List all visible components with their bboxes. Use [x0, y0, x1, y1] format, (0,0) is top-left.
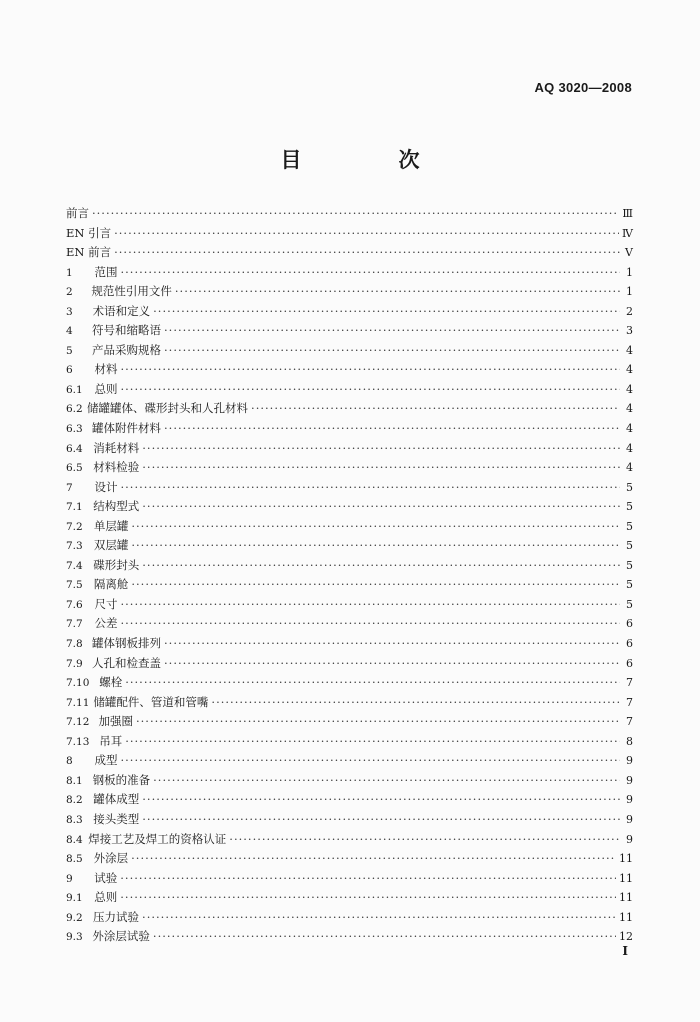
toc-entry-number: 9.1: [66, 892, 83, 905]
toc-entry[interactable]: [66, 790, 633, 810]
toc-entry-label: 人孔和检查盖: [92, 655, 162, 670]
dot-leader: [92, 204, 619, 224]
toc-entry-page: 9: [626, 754, 633, 768]
toc-entry[interactable]: [66, 849, 633, 869]
toc-entry[interactable]: [66, 888, 633, 908]
toc-entry-label: 尺寸: [94, 596, 118, 611]
toc-entry-label: 符号和缩略语: [92, 323, 162, 338]
page-title: 目 次: [280, 147, 458, 172]
toc-entry-page: 6: [626, 617, 633, 631]
toc-entry-label: 总则: [94, 890, 118, 905]
toc-entry-number: 7.7: [66, 618, 83, 631]
toc-entry-page: 9: [626, 812, 633, 826]
toc-entry[interactable]: [66, 282, 633, 302]
toc-entry[interactable]: [66, 575, 633, 595]
toc-entry-number: 7.2: [66, 520, 83, 533]
document-code: AQ 3020—2008: [534, 80, 632, 95]
toc-entry-number: 2: [66, 286, 73, 299]
toc-entry[interactable]: [66, 439, 633, 459]
toc-entry-label: 压力试验: [93, 909, 140, 924]
toc-entry-label: 吊耳: [99, 733, 123, 748]
dot-leader: [142, 439, 620, 459]
toc-entry-number: 9.2: [66, 911, 83, 924]
toc-entry-label: 罐体成型: [93, 792, 140, 807]
toc-entry[interactable]: [66, 732, 633, 752]
dot-leader: [131, 575, 620, 595]
toc-entry-page: 5: [626, 519, 633, 533]
toc-entry-number: 9.3: [66, 931, 83, 944]
toc-entry-page: 4: [626, 343, 633, 357]
toc-entry[interactable]: [66, 908, 633, 928]
toc-entry-page: 7: [626, 676, 633, 690]
toc-entry-page: 4: [626, 363, 633, 377]
toc-entry-number: 6: [66, 364, 73, 377]
toc-entry[interactable]: [66, 536, 633, 556]
toc-entry-page: 11: [619, 852, 633, 866]
toc-entry-page: Ⅳ: [622, 226, 633, 240]
toc-entry-number: 8.5: [66, 853, 83, 866]
toc-entry-number: 6.1: [66, 383, 83, 396]
toc-entry-page: 11: [619, 891, 633, 905]
dot-leader: [121, 263, 621, 283]
toc-entry-number: 3: [66, 305, 73, 318]
toc-entry-number: 1: [66, 266, 73, 279]
toc-entry-number: 7.9: [66, 657, 83, 670]
toc-entry-page: 6: [626, 656, 633, 670]
dot-leader: [131, 536, 620, 556]
dot-leader: [121, 614, 621, 634]
toc-entry-number: 6.3: [66, 423, 83, 436]
toc-entry-number: 7.5: [66, 579, 83, 592]
dot-leader: [153, 771, 620, 791]
toc-entry-label: 公差: [94, 616, 118, 631]
toc-entry-page: 5: [626, 578, 633, 592]
toc-entry-page: 5: [626, 597, 633, 611]
toc-entry-label: 双层罐: [93, 538, 129, 553]
toc-entry-label: EN 前言: [66, 245, 112, 260]
toc-entry-page: 9: [626, 832, 633, 846]
toc-entry-page: 8: [626, 734, 633, 748]
toc-entry-label: 范围: [94, 264, 118, 279]
toc-entry-label: 外涂层: [93, 851, 129, 866]
toc-entry-label: 储罐罐体、碟形封头和人孔材料: [87, 401, 249, 416]
toc-entry-label: 接头类型: [93, 811, 140, 826]
toc-entry[interactable]: [66, 458, 633, 478]
dot-leader: [121, 380, 621, 400]
dot-leader: [142, 810, 620, 830]
toc-entry-number: 7.12: [66, 716, 90, 729]
toc-entry-page: 4: [626, 402, 633, 416]
toc-entry-page: 5: [626, 539, 633, 553]
dot-leader: [131, 849, 616, 869]
toc-entry-number: 9: [66, 872, 73, 885]
toc-entry[interactable]: [66, 693, 633, 713]
toc-entry[interactable]: [66, 321, 633, 341]
table-of-contents: [66, 204, 633, 947]
toc-entry-number: 8.1: [66, 774, 83, 787]
toc-entry-page: 3: [626, 324, 633, 338]
toc-entry[interactable]: [66, 654, 633, 674]
toc-entry-label: 结构型式: [93, 499, 140, 514]
toc-entry-page: 4: [626, 461, 633, 475]
toc-entry-page: 2: [626, 304, 633, 318]
dot-leader: [131, 517, 620, 537]
dot-leader: [142, 497, 620, 517]
toc-entry-number: 7.10: [66, 677, 90, 690]
toc-entry-label: 总则: [94, 381, 118, 396]
toc-entry-number: 6.4: [66, 442, 83, 455]
dot-leader: [211, 693, 620, 713]
toc-entry-page: Ⅴ: [625, 246, 633, 260]
toc-entry-label: 罐体钢板排列: [92, 636, 162, 651]
toc-entry-number: 7.1: [66, 501, 83, 514]
toc-entry-page: 11: [619, 910, 633, 924]
dot-leader: [121, 478, 621, 498]
toc-entry-label: 成型: [94, 753, 118, 768]
toc-entry-number: 7.13: [66, 735, 90, 748]
toc-entry[interactable]: [66, 497, 633, 517]
toc-entry[interactable]: [66, 419, 633, 439]
toc-entry-label: 碟形封头: [93, 557, 140, 572]
toc-entry-number: 8.3: [66, 813, 83, 826]
dot-leader: [125, 673, 620, 693]
dot-leader: [120, 869, 616, 889]
toc-entry[interactable]: [66, 614, 633, 634]
toc-entry-label: 单层罐: [93, 518, 129, 533]
dot-leader: [120, 888, 616, 908]
toc-entry-number: 7.3: [66, 540, 83, 553]
toc-entry-page: 4: [626, 441, 633, 455]
dot-leader: [164, 654, 620, 674]
toc-entry[interactable]: [66, 673, 633, 693]
dot-leader: [125, 732, 620, 752]
toc-entry-page: 9: [626, 773, 633, 787]
dot-leader: [136, 712, 620, 732]
toc-entry-label: 外涂层试验: [92, 929, 150, 944]
toc-entry-number: 8.4: [66, 833, 83, 846]
dot-leader: [114, 224, 619, 244]
toc-entry-label: 试验: [94, 870, 118, 885]
toc-entry-number: 8: [66, 755, 73, 768]
dot-leader: [121, 751, 621, 771]
toc-entry[interactable]: [66, 830, 633, 850]
toc-entry-number: 7.8: [66, 638, 83, 651]
toc-entry-label: 隔离舱: [93, 577, 129, 592]
toc-entry[interactable]: [66, 771, 633, 791]
toc-entry-page: 1: [626, 265, 633, 279]
toc-entry-page: 4: [626, 382, 633, 396]
toc-entry-number: 8.2: [66, 794, 83, 807]
toc-entry-label: 规范性引用文件: [91, 284, 172, 299]
toc-entry-page: Ⅲ: [622, 207, 633, 220]
toc-entry[interactable]: [66, 869, 633, 889]
page-number: Ⅰ: [622, 944, 628, 958]
toc-entry-label: 消耗材料: [93, 440, 140, 455]
toc-entry-page: 1: [626, 285, 633, 299]
dot-leader: [164, 341, 620, 361]
dot-leader: [142, 556, 620, 576]
toc-entry[interactable]: [66, 243, 633, 263]
dot-leader: [229, 830, 620, 850]
toc-entry[interactable]: [66, 204, 633, 224]
dot-leader: [153, 927, 616, 947]
toc-entry-label: EN 引言: [66, 225, 112, 240]
toc-entry-label: 钢板的准备: [92, 772, 151, 787]
dot-leader: [164, 419, 620, 439]
toc-entry-number: 5: [66, 344, 73, 357]
toc-entry[interactable]: [66, 341, 633, 361]
toc-entry-page: 7: [626, 715, 633, 729]
toc-entry[interactable]: [66, 556, 633, 576]
toc-entry[interactable]: [66, 263, 633, 283]
dot-leader: [114, 243, 620, 263]
dot-leader: [153, 302, 620, 322]
dot-leader: [121, 595, 621, 615]
toc-entry-label: 材料: [94, 362, 118, 377]
dot-leader: [142, 790, 620, 810]
toc-entry-page: 12: [619, 930, 633, 944]
toc-entry-page: 4: [626, 422, 633, 436]
toc-entry-label: 螺栓: [99, 675, 123, 690]
toc-entry[interactable]: [66, 380, 633, 400]
dot-leader: [175, 282, 620, 302]
toc-entry-label: 储罐配件、管道和管嘴: [93, 694, 209, 709]
toc-entry-label: 术语和定义: [92, 303, 151, 318]
toc-entry-number: 7.6: [66, 598, 83, 611]
toc-entry-label: 焊接工艺及焊工的资格认证: [88, 831, 227, 846]
toc-entry[interactable]: [66, 360, 633, 380]
toc-entry-label: 加强圈: [98, 714, 133, 729]
dot-leader: [251, 399, 620, 419]
dot-leader: [142, 458, 620, 478]
toc-entry[interactable]: [66, 810, 633, 830]
toc-entry-number: 6.5: [66, 462, 83, 475]
dot-leader: [164, 634, 620, 654]
toc-entry-page: 6: [626, 637, 633, 651]
toc-entry-number: 7.4: [66, 559, 83, 572]
toc-entry-label: 产品采购规格: [92, 342, 162, 357]
toc-entry-page: 11: [619, 871, 633, 885]
toc-entry-label: 罐体附件材料: [92, 421, 162, 436]
toc-entry-label: 前言: [66, 206, 89, 220]
toc-entry[interactable]: [66, 478, 633, 498]
dot-leader: [164, 321, 620, 341]
toc-entry[interactable]: [66, 712, 633, 732]
toc-entry-page: 7: [626, 695, 633, 709]
toc-entry-page: 9: [626, 793, 633, 807]
toc-entry[interactable]: [66, 517, 633, 537]
toc-entry-number: 6.2: [66, 403, 83, 416]
toc-entry[interactable]: [66, 751, 633, 771]
toc-entry-label: 材料检验: [93, 460, 140, 475]
toc-entry[interactable]: [66, 302, 633, 322]
toc-entry-page: 5: [626, 558, 633, 572]
dot-leader: [142, 908, 616, 928]
toc-entry-label: 设计: [94, 479, 118, 494]
toc-entry[interactable]: [66, 224, 633, 244]
toc-entry[interactable]: [66, 927, 633, 947]
dot-leader: [121, 360, 621, 380]
toc-entry-number: 7.11: [66, 696, 90, 709]
toc-entry-number: 4: [66, 325, 73, 338]
toc-entry[interactable]: [66, 634, 633, 654]
toc-entry[interactable]: [66, 399, 633, 419]
toc-entry-page: 5: [626, 480, 633, 494]
toc-entry-number: 7: [66, 481, 73, 494]
toc-entry-page: 5: [626, 500, 633, 514]
toc-entry[interactable]: [66, 595, 633, 615]
